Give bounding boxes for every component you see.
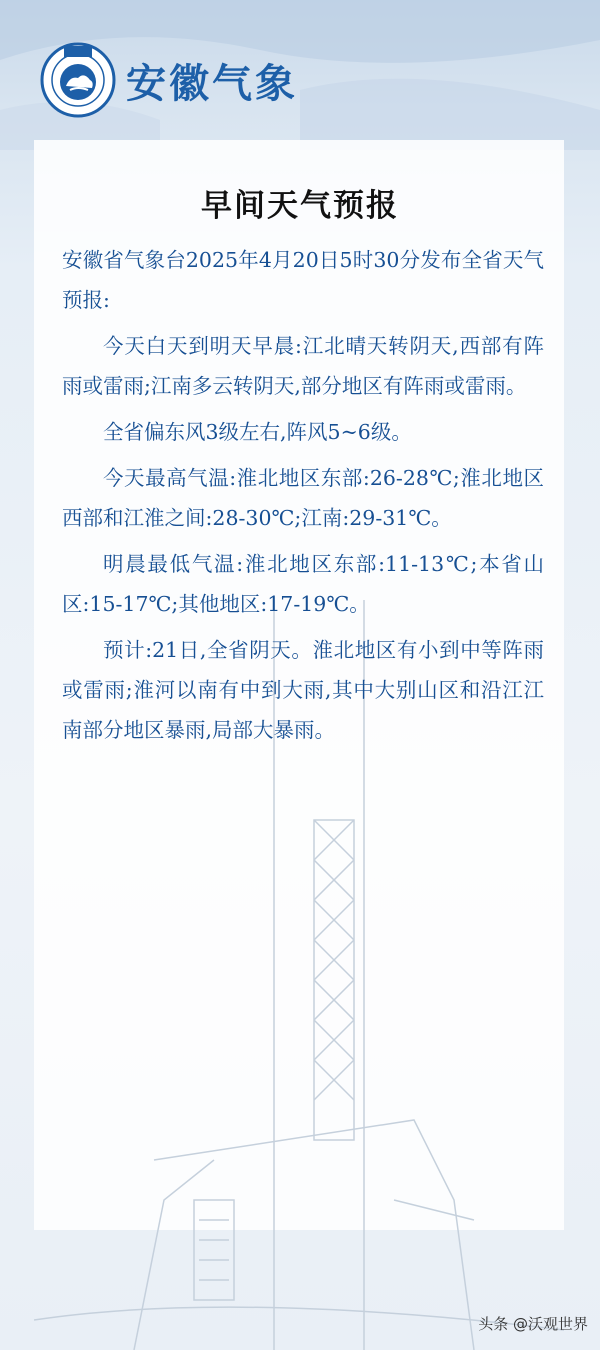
forecast-max-temperature: 今天最高气温:淮北地区东部:26-28℃;淮北地区西部和江淮之间:28-30℃;江南:29-31℃。 bbox=[62, 466, 544, 530]
forecast-min-temperature: 明晨最低气温:淮北地区东部:11-13℃;本省山区:15-17℃;其他地区:17-19℃。 bbox=[62, 552, 544, 616]
meteorological-bureau-logo bbox=[40, 42, 116, 118]
page-title: 早间天气预报 bbox=[201, 188, 399, 224]
header bbox=[40, 42, 580, 122]
forecast-today-weather: 今天白天到明天早晨:江北晴天转阴天,西部有阵雨或雷雨;江南多云转阴天,部分地区有阵雨或雷雨。 bbox=[62, 334, 544, 398]
source-watermark: 头条 @沃观世界 bbox=[478, 1315, 588, 1333]
forecast-wind: 全省偏东风3级左右,阵风5~6级。 bbox=[103, 420, 412, 444]
forecast-body bbox=[62, 240, 544, 756]
brand-name: 安徽气象 bbox=[126, 61, 298, 107]
forecast-intro: 安徽省气象台2025年4月20日5时30分发布全省天气预报: bbox=[62, 248, 544, 312]
forecast-outlook: 预计:21日,全省阴天。淮北地区有小到中等阵雨或雷雨;淮河以南有中到大雨,其中大别山区和沿江江南部分地区暴雨,局部大暴雨。 bbox=[62, 638, 544, 742]
